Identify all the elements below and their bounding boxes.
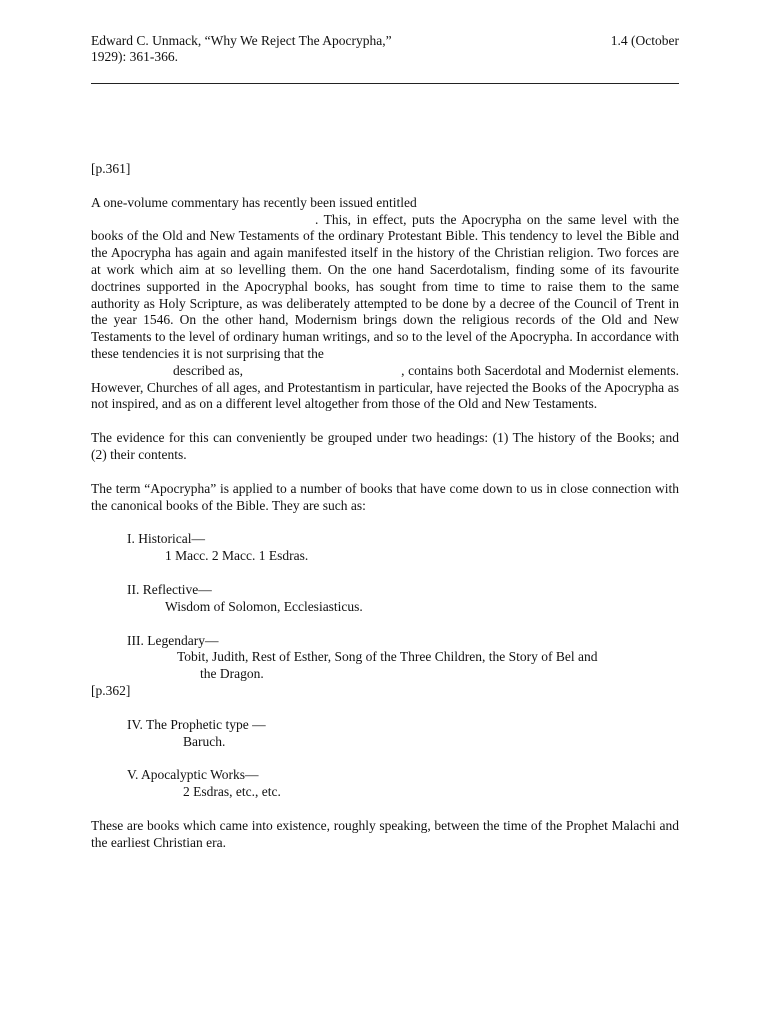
citation-header <box>91 33 679 65</box>
list-items-legendary-line2: the Dragon. <box>200 666 264 682</box>
list-items-prophetic: Baruch. <box>183 733 226 749</box>
citation-volume: 1.4 (October <box>610 33 679 48</box>
list-heading-apocalyptic: V. Apocalyptic Works— <box>127 767 259 783</box>
paragraph-evidence: The evidence for this can conveniently be grouped under two headings: (1) The history of the Books; and (2) their contents. <box>91 430 679 462</box>
article-body <box>91 161 679 852</box>
list-items-reflective: Wisdom of Solomon, Ecclesiasticus. <box>165 598 363 614</box>
citation-date-pages: 1929): 361-366. <box>91 49 178 64</box>
list-heading-reflective: II. Reflective— <box>127 581 212 597</box>
list-items-apocalyptic: 2 Esdras, etc., etc. <box>183 784 281 800</box>
paragraph-intro-cont2 <box>91 363 679 413</box>
intro-text-a: A one-volume commentary has recently been issued entitled <box>91 194 417 210</box>
page-marker-362: [p.362] <box>91 682 131 698</box>
paragraph-intro-cont <box>91 212 679 363</box>
header-divider <box>91 83 679 84</box>
intro-text-d: , contains both Sacerdotal and Modernist elements. However, Churches of all ages, and Protestantism in particular, have rejected the Books of the Apocrypha as not inspired, and as on a different level altogether from those of the Old and New Testaments. <box>91 362 679 412</box>
intro-text-b: . This, in effect, puts the Apocrypha on the same level with the books of the Old and New Testaments of the ordinary Protestant Bible. This tendency to level the Bible and the Apocrypha has again and again manifested itself in the history of the Christian religion. Two forces are at work which aim at so levelling them. On the one hand Sacerdotalism, finding some of its favourite doctrines supported in the Apocryphal books, has sought from time to time to raise them to the same authority as Holy Scripture, as was deliberately attempted to be done by a decree of the Council of Trent in the year 1546. On the other hand, Modernism brings down the religious records of the Old and New Testaments to the level of ordinary human writings, and so to the level of the Apocrypha. In accordance with these tendencies it is not surprising that the <box>91 211 679 361</box>
intro-text-c: described as, <box>173 362 244 378</box>
list-heading-historical: I. Historical— <box>127 531 205 547</box>
paragraph-term: The term “Apocrypha” is applied to a number of books that have come down to us in close connection with the canonical books of the Bible. They are such as: <box>91 480 679 513</box>
list-heading-prophetic: IV. The Prophetic type — <box>127 716 266 732</box>
list-items-historical: 1 Macc. 2 Macc. 1 Esdras. <box>165 548 309 564</box>
citation-author-title: Edward C. Unmack, “Why We Reject The Apocrypha,” <box>91 33 392 48</box>
list-heading-legendary: III. Legendary— <box>127 632 219 648</box>
page-marker-361: [p.361] <box>91 161 131 176</box>
paragraph-intro <box>91 195 679 212</box>
list-items-legendary-line1: Tobit, Judith, Rest of Esther, Song of the Three Children, the Story of Bel and <box>177 649 598 665</box>
paragraph-closing: These are books which came into existence, roughly speaking, between the time of the Prophet Malachi and the earliest Christian era. <box>91 817 679 850</box>
